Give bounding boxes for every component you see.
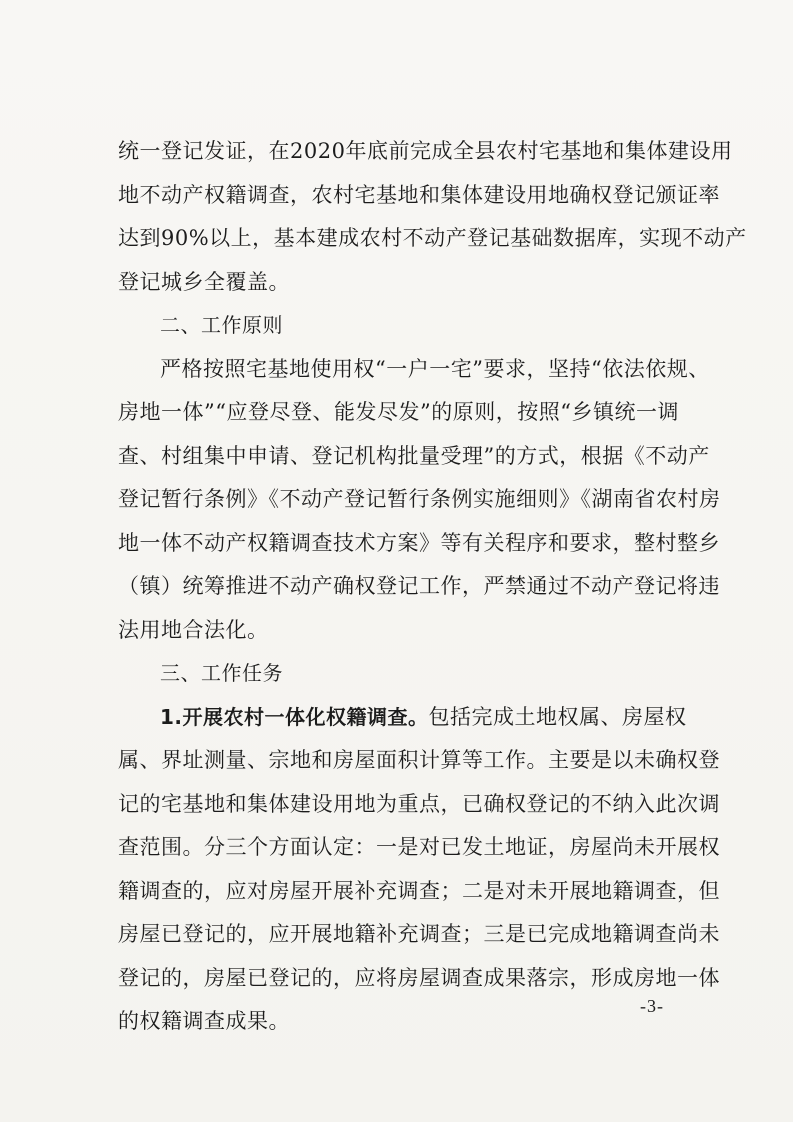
text-line: 登记城乡全覆盖。 [118,269,290,294]
text-line: 达到90%以上，基本建成农村不动产登记基础数据库，实现不动产 [118,226,747,250]
section-heading-principles: 二、工作原则 [160,313,283,337]
text-line: 严格按照宅基地使用权“一户一宅”要求，坚持“依法依规、 [160,356,710,381]
section-heading-tasks: 三、工作任务 [160,661,283,685]
text-line: 法用地合法化。 [118,617,269,642]
task-item-title: 1.开展农村一体化权籍调查。 [160,704,429,729]
text-line: 查、村组集中申请、登记机构批量受理”的方式，根据《不动产 [118,443,710,468]
text-line: 登记的，房屋已登记的，应将房屋调查成果落宗，形成房地一体 [118,965,720,990]
text-line: 记的宅基地和集体建设用地为重点，已确权登记的不纳入此次调 [118,791,720,816]
document-body [118,130,747,1044]
page-number: -3- [640,996,664,1016]
text-line [118,696,688,740]
text-line: 地不动产权籍调查，农村宅基地和集体建设用地确权登记颁证率 [118,182,720,207]
text-line: 登记暂行条例》《不动产登记暂行条例实施细则》《湖南省农村房 [118,487,721,511]
text-line: 属、界址测量、宗地和房屋面积计算等工作。主要是以未确权登 [118,748,720,772]
text-line: 地一体不动产权籍调查技术方案》等有关程序和要求，整村整乡 [118,530,720,555]
text-line: 籍调查的，应对房屋开展补充调查；二是对未开展地籍调查，但 [118,878,720,903]
text-line: 统一登记发证，在2020年底前完成全县农村宅基地和集体建设用 [118,139,733,163]
text-line: 房地一体”“应登尽登、能发尽发”的原则，按照“乡镇统一调 [118,400,679,424]
text-line: 的权籍调查成果。 [118,1009,290,1033]
text-line: （镇）统筹推进不动产确权登记工作，严禁通过不动产登记将违 [118,574,720,598]
text-line: 查范围。分三个方面认定：一是对已发土地证，房屋尚未开展权 [118,835,720,859]
task-item-text: 包括完成土地权属、房屋权 [428,704,687,729]
text-line: 房屋已登记的，应开展地籍补充调查；三是已完成地籍调查尚未 [118,922,720,946]
